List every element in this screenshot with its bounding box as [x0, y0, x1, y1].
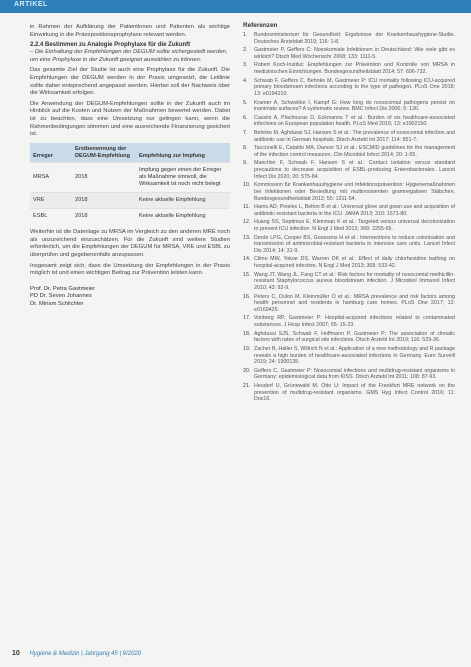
journal-name: Hygiene & Medizin | Jahrgang 45 | 9/2020 — [29, 651, 141, 657]
table-cell: MRSA — [30, 163, 72, 192]
table-header-row — [30, 143, 230, 163]
body-paragraph-3: Weiterhin ist die Datenlage zu MRSA im Vergleich zu den anderen MRE noch als unzureichend einzuschätzen. Für die Zukunft sind weitere Studien erforderlich, um die Empfehlungen der DEGUM für MRSA, VRE und ESBL zu überprüfen und gegebenenfalls anzupassen. — [30, 229, 230, 259]
reference-text: Behnke M, Aghdassi SJ, Hansen S et al.: The prevalence of nosocomial infection and antibiotic use in German hospitals. Dtsch Arztebl Int 2017; 114: 851-7. — [254, 129, 455, 143]
table-header-year: Erstbenennung der DEGUM-Empfehlung — [72, 143, 136, 163]
reference-text: Cassini A, Plachouras D, Eckmanns T et al.: Burden of six healthcare-associated infections on European population health. PLoS Med 2016; 13: e1002150. — [254, 114, 455, 128]
table-row — [30, 208, 230, 223]
reference-item — [243, 100, 455, 113]
reference-number: 2. — [243, 47, 248, 54]
left-column — [30, 24, 230, 624]
reference-text: Tacconelli E, Cataldo MA, Dancer SJ et al.: ESCMID guidelines for the management of the infection control measures. Clin Microbiol Infect 2014; 20: 1-55. — [254, 145, 455, 158]
reference-item — [243, 160, 455, 180]
reference-item — [243, 315, 455, 328]
reference-item — [243, 235, 455, 255]
reference-item — [243, 130, 455, 143]
header-bar — [0, 0, 471, 13]
reference-number: 13. — [243, 234, 251, 241]
reference-item — [243, 145, 455, 158]
reference-number: 15. — [243, 271, 251, 278]
table-cell: Impfung gegen einen der Erreger als Maßnahme sinnvoll, die Wirksamkeit ist noch nicht belegt — [136, 163, 230, 192]
reference-text: Derde LPG, Cooper BS, Goossens H et al.: Interventions to reduce colonisation and transmission of antimicrobial-resistant bacteria in intensive care units. Lancet Infect Dis 2014; 14: 31-9. — [254, 234, 455, 254]
reference-item — [243, 331, 455, 344]
table-row — [30, 163, 230, 192]
section-tag: ARTIKEL — [14, 1, 48, 8]
reference-item — [243, 204, 455, 217]
reference-text: Huang SS, Septimus E, Kleinman K et al.: Targeted versus universal decolonization to prevent ICU infection. N Engl J Med 2013; 368: 2255-65. — [254, 219, 455, 233]
reference-text: Bundesministerium für Gesundheit: Ergebnisse der Krankenhaushygiene-Studie. Deutsches Ärzteblatt 2019; 116: 1-8. — [254, 32, 455, 45]
reference-number: 17. — [243, 315, 251, 322]
reference-item — [243, 219, 455, 232]
reference-text: Heudorf U, Grünewald M, Otto U: Impact of the Frankfurt MRE network on the prevention of multidrug-resistant organisms. GMS Hyg Infect Control 2016; 11: Doc16. — [254, 382, 455, 403]
author-list — [30, 286, 230, 308]
reference-item — [243, 62, 455, 75]
reference-number: 19. — [243, 345, 251, 352]
intro-paragraph: in Rahmen der Aufklärung der Patientinnen und Patienten als wichtige Einwirkung in die Präexpositionsprophylaxe relevant werden. — [30, 24, 230, 38]
reference-number: 5. — [243, 99, 248, 106]
table-cell: ESBL — [30, 208, 72, 223]
reference-item — [243, 32, 455, 45]
author-name: Prof. Dr. Petra Gastmeier — [30, 285, 96, 292]
reference-text: Wang JT, Wang JL, Fang CT et al.: Risk factors for mortality of nosocomial methicillin-resistant Staphylococcus aureus bloodstream infection. J Microbiol Immunol Infect 2010; 43: 92-9. — [254, 271, 455, 292]
author-name: PD Dr. Seven Johannes — [30, 293, 92, 300]
reference-text: Kramer A, Schwebke I, Kampf G: How long do nosocomial pathogens persist on inanimate surfaces? A systematic review. BMC Infect Dis 2006; 6: 130. — [254, 99, 455, 113]
reference-item — [243, 346, 455, 366]
author-name: Dr. Miriam Schlichter — [30, 300, 84, 307]
reference-text: Harris AD, Pineles L, Belton B et al.: Universal glove and gown use and acquisition of antibiotic-resistant bacteria in the ICU. JAMA 2013; 310: 1571-80. — [254, 204, 455, 217]
reference-item — [243, 383, 455, 403]
reference-number: 18. — [243, 330, 251, 337]
reference-text: Gastmeier P, Geffers C: Nosokomiale Infektionen in Deutschland: Wie viele gibt es wirklich? Dtsch Med Wochenschr 2008; 133: 1111-5. — [254, 47, 455, 60]
reference-text: Peters C, Dulon M, Kleinmüller O et al.: MRSA prevalence and risk factors among health personnel and residents in hamburg care homes. PLoS One 2017; 12: e0169425. — [254, 293, 455, 313]
reference-text: Climo MW, Yokoe DS, Warren DK et al.: Effect of daily chlorhexidine bathing on hospital-acquired infection. N Engl J Med 2013; 368: 533-42. — [254, 256, 455, 270]
table-row — [30, 192, 230, 208]
reference-number: 21. — [243, 382, 251, 389]
reference-text: Geffers C, Gastmeier P: Nosocomial infections and multidrug-resistant organisms in Germany: epidemiological data from KISS. Dtsch Arztebl Int 2011; 108: 87-93. — [254, 367, 455, 381]
reference-text: Robert Koch-Institut: Empfehlungen zur Prävention und Kontrolle von MRSA in medizinischen Einrichtungen. Bundesgesundheitsblatt 2014; 57: 696-732. — [254, 62, 455, 76]
page-number: 10 — [12, 650, 20, 657]
reference-number: 16. — [243, 293, 251, 300]
reference-text: Zacher B, Haller S, Willrich N et al.: Application of a new methodology and R package reveals a high burden of healthcare-associated infections in Germany. Euro Surveill 2019; 24: 1900135. — [254, 345, 455, 366]
reference-number: 10. — [243, 182, 251, 189]
table-cell: 2018 — [72, 163, 136, 192]
reference-number: 6. — [243, 114, 248, 121]
reference-text: Kommission für Krankenhaushygiene und Infektionsprävention: Hygienemaßnahmen bei Infektionen oder Besiedlung mit multiresistenten gramnegativen Stäbchen. Bundesgesundheitsblatt 2012; 55: 1311-54. — [254, 182, 455, 202]
reference-number: 8. — [243, 145, 248, 152]
references-column — [243, 22, 455, 638]
reference-number: 9. — [243, 160, 248, 167]
reference-item — [243, 47, 455, 60]
body-paragraph-1: Das gesamte Ziel der Studie ist auch eine Prophylaxe für die Zukunft. Die Empfehlungen der DEGUM werden in der Praxis umgesetzt, die Leitlinie sollte daher entsprechend angepasst werden. Hierbei soll der Nachweis über die Wirksamkeit erfolgen. — [30, 67, 230, 97]
reference-number: 4. — [243, 77, 248, 84]
reference-number: 11. — [243, 204, 250, 211]
table-cell: VRE — [30, 192, 72, 208]
reference-item — [243, 294, 455, 314]
reference-item — [243, 115, 455, 128]
reference-text: Aghdassi SJS, Schwab F, Hoffmann P, Gastmeier P: The association of climatic factors with rates of surgical site infections. Dtsch Arztebl Int 2019; 116: 529-36. — [254, 330, 455, 344]
body-paragraph-2: Die Anwendung der DEGUM-Empfehlungen sollte in der Zukunft auch im Hinblick auf die Kosten und Nutzen der Maßnahmen bewertet werden. Dabei ist zu beachten, dass eine Umsetzung nur gelingen kann, wenn die Rahmenbedingungen stimmen und eine ausreichende Finanzierung gesichert ist. — [30, 100, 230, 138]
reference-number: 20. — [243, 367, 251, 374]
reference-item — [243, 256, 455, 269]
references-title: Referenzen — [243, 22, 278, 29]
page-footer — [12, 650, 141, 657]
reference-number: 7. — [243, 129, 248, 136]
table-cell: 2018 — [72, 192, 136, 208]
reference-list — [243, 32, 455, 403]
body-paragraph-4: Insgesamt zeigt sich, dass die Umsetzung der Empfehlungen in der Praxis möglich ist und einen wichtigen Beitrag zur Prävention leisten kann. — [30, 262, 230, 277]
recommendation-table — [30, 143, 230, 224]
recommendation-quote: – Die Einhaltung der Empfehlungen der DEGUM sollte sichergestellt werden, um eine Prophylaxe in der Zukunft geeignet auswählen zu können. — [30, 49, 228, 63]
reference-number: 1. — [243, 32, 248, 38]
reference-item — [243, 182, 455, 202]
table-cell: Keine aktuelle Empfehlung — [136, 192, 230, 208]
reference-item — [243, 272, 455, 292]
table-header-recommendation: Empfehlung zur Impfung — [136, 143, 230, 163]
reference-text: Maechler F, Schwab F, Hansen S et al.: Contact isolation versus standard precautions to decrease acquisition of ESBL-producing Enterobacterales. Lancet Infect Dis 2020; 20: 575-84. — [254, 160, 455, 180]
reference-number: 3. — [243, 62, 248, 69]
reference-item — [243, 78, 455, 98]
reference-number: 12. — [243, 219, 251, 226]
reference-text: Vonberg RP, Gastmeier P: Hospital-acquired infections related to contaminated substances. J Hosp Infect 2007; 65: 15-23. — [254, 315, 455, 329]
table-header-pathogen: Erreger — [30, 143, 72, 163]
table-cell: Keine aktuelle Empfehlung — [136, 208, 230, 223]
reference-number: 14. — [243, 256, 251, 263]
table-cell: 2018 — [72, 208, 136, 223]
reference-item — [243, 368, 455, 381]
section-heading: 2.2.4 Bestimmen zu Analogie Prophylaxe für die Zukunft — [30, 42, 191, 49]
reference-text: Schwab F, Geffers C, Behnke M, Gastmeier P: ICU mortality following ICU-acquired primary bloodstream infections according to the type of pathogen. PLoS One 2018; 13: e0194210. — [254, 77, 455, 98]
